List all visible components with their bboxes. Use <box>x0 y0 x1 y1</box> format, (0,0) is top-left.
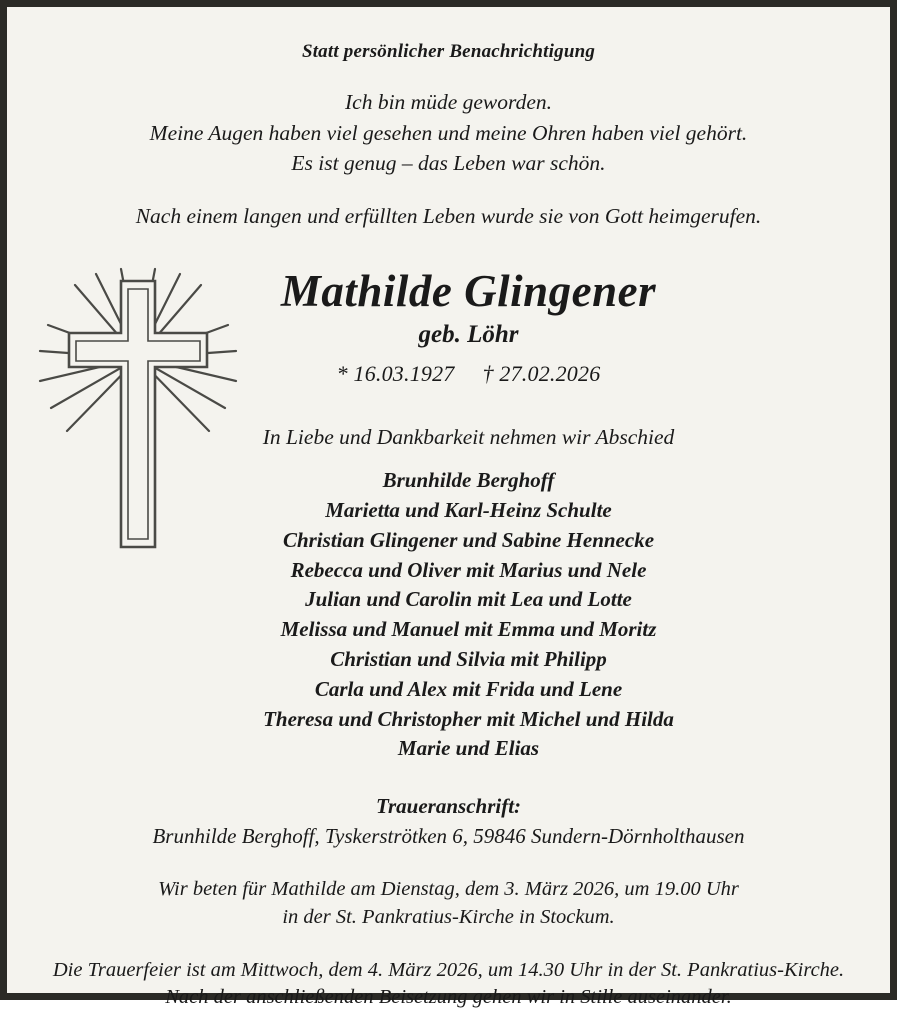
cross-with-rays-icon <box>33 263 243 553</box>
poem-line: Meine Augen haben viel gesehen und meine Ohren haben viel gehört. <box>149 120 748 145</box>
list-item: Julian und Carolin mit Lea und Lotte <box>305 587 632 612</box>
ceremony-line: Die Trauerfeier ist am Mittwoch, dem 4. März 2026, um 14.30 Uhr in der St. Pankratius-Kirche. <box>52 958 845 981</box>
list-item: Marie und Elias <box>397 736 540 761</box>
list-item: Theresa und Christopher mit Michel und Hilda <box>263 706 674 731</box>
list-item: Carla und Alex mit Frida und Lene <box>314 676 623 701</box>
list-item: Melissa und Manuel mit Emma und Moritz <box>280 617 657 642</box>
ceremony-line: Nach der anschließenden Beisetzung gehen wir in Stille auseinander. <box>165 986 732 1009</box>
list-item: Christian Glingener und Sabine Hennecke <box>282 527 655 552</box>
notice-inner <box>41 41 856 1009</box>
service-info <box>41 876 856 931</box>
address-line: Brunhilde Berghoff, Tyskerströtken 6, 59846 Sundern-Dörnholthausen <box>152 824 745 849</box>
list-item: Brunhilde Berghoff <box>382 468 555 493</box>
list-item: Rebecca und Oliver mit Marius und Nele <box>290 557 647 582</box>
service-line: Wir beten für Mathilde am Dienstag, dem 3. März 2026, um 19.00 Uhr <box>158 878 739 901</box>
deceased-name: Mathilde Glingener <box>280 265 657 316</box>
maiden-name: geb. Löhr <box>418 321 519 349</box>
poem-line: Ich bin müde geworden. <box>345 90 552 114</box>
poem-line: Es ist genug – das Leben war schön. <box>291 151 606 176</box>
ceremony-info <box>41 957 856 1012</box>
address-title: Traueranschrift: <box>375 794 522 819</box>
farewell-text: In Liebe und Dankbarkeit nehmen wir Abschied <box>262 425 675 450</box>
list-item: Marietta und Karl-Heinz Schulte <box>325 497 612 522</box>
birth-date: * 16.03.1927 <box>336 361 455 387</box>
service-line: in der St. Pankratius-Kirche in Stockum. <box>282 905 615 928</box>
death-date: † 27.02.2026 <box>482 361 601 387</box>
intro-text: Nach einem langen und erfüllten Leben wurde sie von Gott heimgerufen. <box>135 203 762 228</box>
notice-header: Statt persönlicher Benachrichtigung <box>301 41 596 62</box>
poem-block <box>41 87 856 179</box>
list-item: Christian und Silvia mit Philipp <box>330 647 607 672</box>
